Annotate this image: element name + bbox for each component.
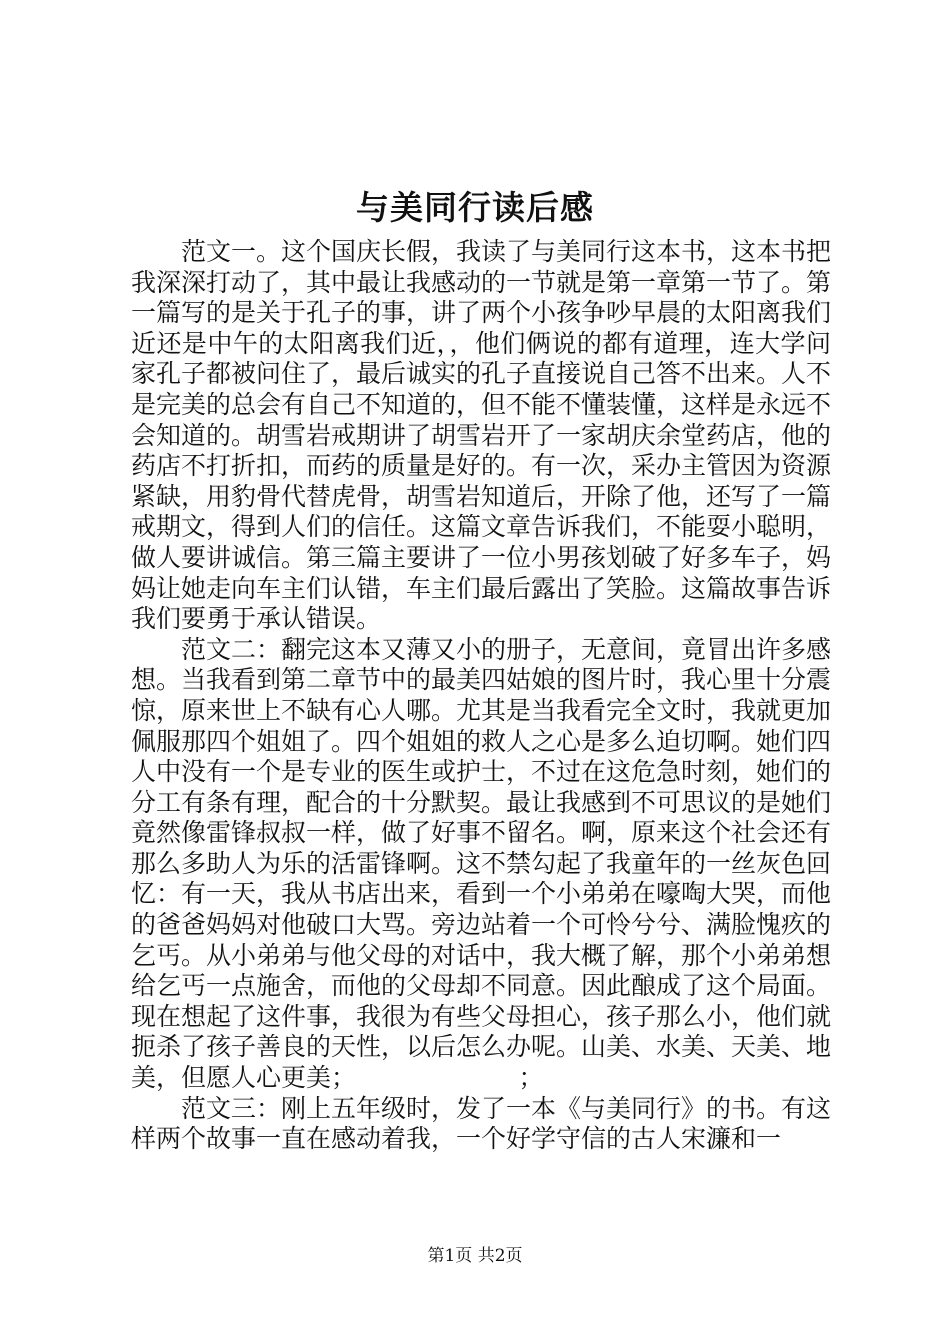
document-body bbox=[131, 237, 831, 1155]
paragraph-2: 范文二：翻完这本又薄又小的册子，无意间，竟冒出许多感想。当我看到第二章节中的最美四姑娘的图片时，我心里十分震惊，原来世上不缺有心人哪。尤其是当我看完全文时，我就更加佩服那四个姐姐了。四个姐姐的救人之心是多么迫切啊。她们四人中没有一个是专业的医生或护士，不过在这危急时刻，她们的分工有条有理，配合的十分默契。最让我感到不可思议的是她们竟然像雷锋叔叔一样，做了好事不留名。啊，原来这个社会还有那么多助人为乐的活雷锋啊。这不禁勾起了我童年的一丝灰色回忆：有一天，我从书店出来，看到一个小弟弟在嚎啕大哭，而他的爸爸妈妈对他破口大骂。旁边站着一个可怜兮兮、满脸愧疚的乞丐。从小弟弟与他父母的对话中，我大概了解，那个小弟弟想给乞丐一点施舍，而他的父母却不同意。因此酿成了这个局面。现在想起了这件事，我很为有些父母担心，孩子那么小，他们就扼杀了孩子善良的天性，以后怎么办呢。山美、水美、天美、地美，但愿人心更美； ； bbox=[131, 634, 832, 1093]
page-footer: 第1页 共2页 bbox=[427, 1246, 523, 1266]
paragraph-3: 范文三：刚上五年级时，发了一本《与美同行》的书。有这样两个故事一直在感动着我，一个好学守信的古人宋濂和一 bbox=[131, 1093, 832, 1154]
document-title: 与美同行读后感 bbox=[356, 188, 594, 227]
paragraph-1: 范文一。这个国庆长假，我读了与美同行这本书，这本书把我深深打动了，其中最让我感动的一节就是第一章第一节了。第一篇写的是关于孔子的事，讲了两个小孩争吵早晨的太阳离我们近还是中午的太阳离我们近，，他们俩说的都有道理，连大学问家孔子都被问住了，最后诚实的孔子直接说自己答不出来。人不是完美的总会有自己不知道的，但不能不懂装懂，这样是永远不会知道的。胡雪岩戒期讲了胡雪岩开了一家胡庆余堂药店，他的药店不打折扣，而药的质量是好的。有一次，采办主管因为资源紧缺，用豹骨代替虎骨，胡雪岩知道后，开除了他，还写了一篇戒期文，得到人们的信任。这篇文章告诉我们，不能耍小聪明，做人要讲诚信。第三篇主要讲了一位小男孩划破了好多车子，妈妈让她走向车主们认错，车主们最后露出了笑脸。这篇故事告诉我们要勇于承认错误。 bbox=[131, 237, 832, 634]
